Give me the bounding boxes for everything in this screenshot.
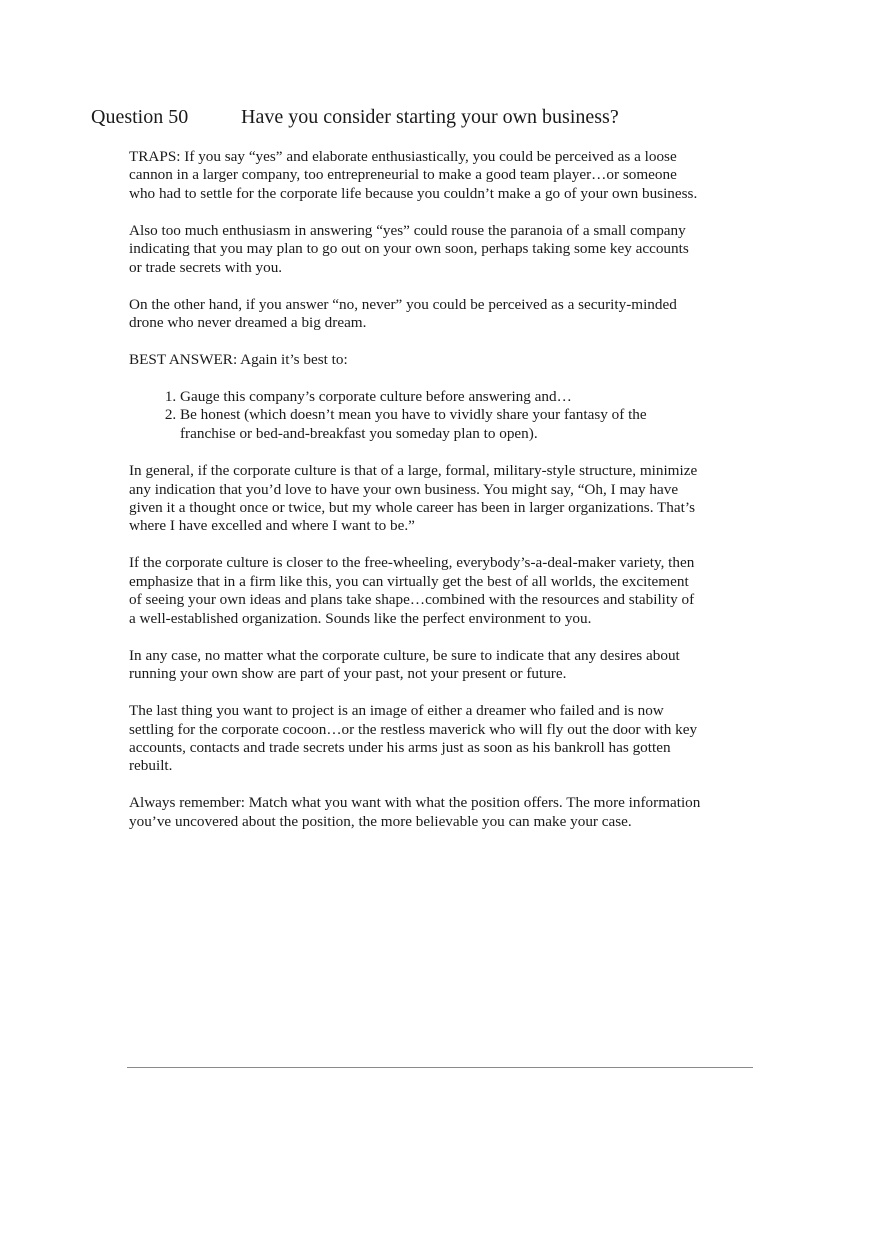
list-item: 2. Be honest (which doesn’t mean you have to vividly share your fantasy of the franchise or bed-and-breakfast you someday plan to open). [180,406,704,443]
always-remember-paragraph: Always remember: Match what you want with what the position offers. The more information you’ve uncovered about the position, the more believable you can make your case. [129,794,701,830]
traps-paragraph: TRAPS: If you say “yes” and elaborate enthusiastically, you could be perceived as a loose cannon in a larger company, too entrepreneurial to make a good team player…or someone who had to settle for the corporate life because you couldn’t make a go of your own business. [129,148,698,202]
footer-divider [127,1067,753,1068]
question-number: Question 50 [91,106,189,128]
best-answer-paragraph: BEST ANSWER: Again it’s best to: [129,351,348,369]
free-wheeling-paragraph: If the corporate culture is closer to the free-wheeling, everybody’s-a-deal-maker variety, then emphasize that in a firm like this, you can virtually get the best of all worlds, the excitement of seeing your own ideas and plans take shape…combined with the resources and stability of a well-established organization. Sounds like the perfect environment to you. [129,554,695,627]
other-hand-paragraph: On the other hand, if you answer “no, never” you could be perceived as a security-minded drone who never dreamed a big dream. [129,295,677,332]
question-heading [91,104,619,130]
last-thing-paragraph: The last thing you want to project is an image of either a dreamer who failed and is now settling for the corporate cocoon…or the restless maverick who will fly out the door with key accounts, contacts and trade secrets under his arms just as soon as his bankroll has gotten rebuilt. [129,702,698,775]
enthusiasm-paragraph: Also too much enthusiasm in answering “yes” could rouse the paranoia of a small company indicating that you may plan to go out on your own soon, perhaps taking some key accounts or trade secrets with you. [129,221,689,276]
question-title: Have you consider starting your own business? [241,106,619,128]
list-item: 1. Gauge this company’s corporate culture before answering and… [180,388,704,406]
advice-list [129,388,704,443]
large-culture-paragraph: In general, if the corporate culture is that of a large, formal, military-style structure, minimize any indication that you’d love to have your own business. You might say, “Oh, I may have given it a thought once or twice, but my whole career has been in larger organizations. That’s where I have excelled and where I want to be.” [129,462,698,535]
answer-body [129,148,704,850]
any-case-paragraph: In any case, no matter what the corporate culture, be sure to indicate that any desires about running your own show are part of your past, not your present or future. [129,646,680,683]
